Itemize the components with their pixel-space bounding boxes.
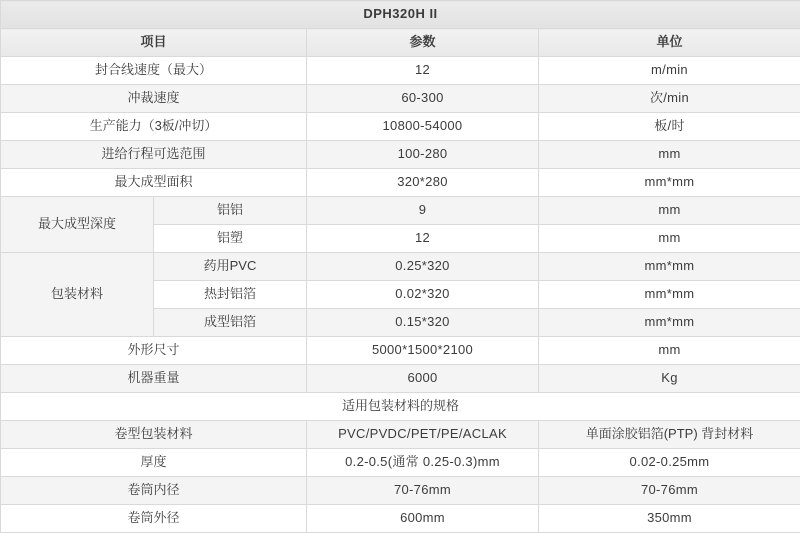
- row-label: 封合线速度（最大）: [1, 57, 307, 85]
- table-row: [1, 169, 800, 197]
- header-item: 项目: [1, 29, 307, 57]
- header-parameter: 参数: [307, 29, 539, 57]
- row-unit: mm*mm: [539, 169, 800, 197]
- row-unit: mm*mm: [539, 253, 800, 281]
- row-value: 0.02*320: [307, 281, 539, 309]
- row-unit: mm*mm: [539, 309, 800, 337]
- row-unit: 单面涂胶铝箔(PTP) 背封材料: [539, 421, 800, 449]
- row-sub-label: 铝铝: [154, 197, 307, 225]
- row-value: 0.25*320: [307, 253, 539, 281]
- group-label-forming-depth: 最大成型深度: [1, 197, 154, 253]
- table-row: [1, 449, 800, 477]
- row-label: 进给行程可选范围: [1, 141, 307, 169]
- row-unit: mm: [539, 141, 800, 169]
- row-value: 10800-54000: [307, 113, 539, 141]
- row-sub-label: 药用PVC: [154, 253, 307, 281]
- row-label: 冲裁速度: [1, 85, 307, 113]
- row-value: 100-280: [307, 141, 539, 169]
- table-row: [1, 253, 800, 281]
- table-row: [1, 337, 800, 365]
- row-label: 机器重量: [1, 365, 307, 393]
- row-value: 12: [307, 57, 539, 85]
- row-value: 600mm: [307, 505, 539, 533]
- section-title: 适用包装材料的规格: [1, 393, 800, 421]
- row-unit: 70-76mm: [539, 477, 800, 505]
- table-row: [1, 197, 800, 225]
- table-title-row: [1, 1, 800, 29]
- table-row: [1, 141, 800, 169]
- row-label: 卷筒外径: [1, 505, 307, 533]
- row-unit: 0.02-0.25mm: [539, 449, 800, 477]
- row-value: 70-76mm: [307, 477, 539, 505]
- row-value: 12: [307, 225, 539, 253]
- table-row: [1, 477, 800, 505]
- row-label: 生产能力（3板/冲切）: [1, 113, 307, 141]
- row-unit: mm*mm: [539, 281, 800, 309]
- row-label: 厚度: [1, 449, 307, 477]
- row-value: 320*280: [307, 169, 539, 197]
- row-label: 卷型包装材料: [1, 421, 307, 449]
- row-unit: mm: [539, 225, 800, 253]
- row-unit: mm: [539, 197, 800, 225]
- table-row: [1, 421, 800, 449]
- model-title: DPH320H II: [1, 1, 800, 29]
- row-unit: m/min: [539, 57, 800, 85]
- row-unit: 350mm: [539, 505, 800, 533]
- header-unit: 单位: [539, 29, 800, 57]
- row-label: 卷筒内径: [1, 477, 307, 505]
- row-value: PVC/PVDC/PET/PE/ACLAK: [307, 421, 539, 449]
- row-sub-label: 热封铝箔: [154, 281, 307, 309]
- section-title-row: [1, 393, 800, 421]
- row-unit: 板/时: [539, 113, 800, 141]
- table-row: [1, 505, 800, 533]
- table-row: [1, 113, 800, 141]
- row-unit: mm: [539, 337, 800, 365]
- row-label: 最大成型面积: [1, 169, 307, 197]
- row-value: 60-300: [307, 85, 539, 113]
- table-row: [1, 365, 800, 393]
- table-row: [1, 85, 800, 113]
- row-value: 6000: [307, 365, 539, 393]
- table-row: [1, 57, 800, 85]
- row-sub-label: 铝塑: [154, 225, 307, 253]
- row-label: 外形尺寸: [1, 337, 307, 365]
- group-label-packaging-material: 包装材料: [1, 253, 154, 337]
- row-sub-label: 成型铝箔: [154, 309, 307, 337]
- table-header-row: [1, 29, 800, 57]
- row-value: 9: [307, 197, 539, 225]
- row-value: 0.2-0.5(通常 0.25-0.3)mm: [307, 449, 539, 477]
- row-unit: Kg: [539, 365, 800, 393]
- row-value: 0.15*320: [307, 309, 539, 337]
- row-value: 5000*1500*2100: [307, 337, 539, 365]
- row-unit: 次/min: [539, 85, 800, 113]
